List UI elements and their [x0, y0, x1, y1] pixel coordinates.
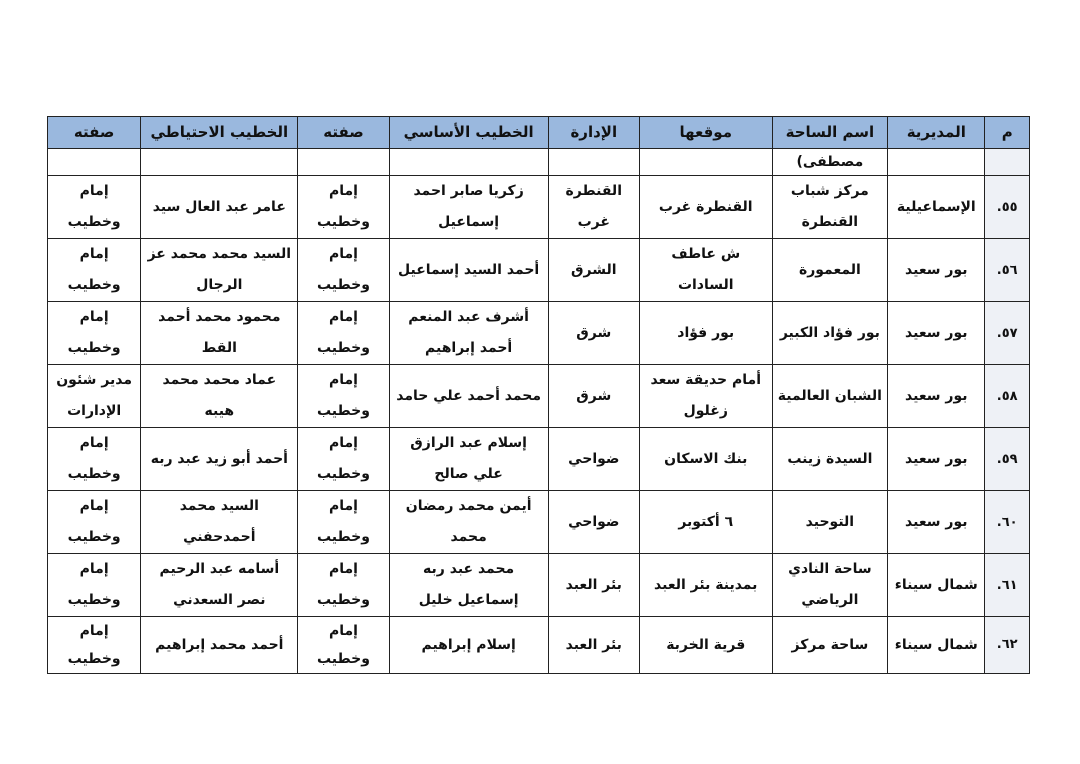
cell-main-preacher: أيمن محمد رمضان محمد: [389, 491, 548, 554]
cell-backup-role: إمام وخطيب: [48, 491, 141, 554]
table-row: [48, 239, 1030, 302]
cell-main-role: إمام وخطيب: [298, 365, 389, 428]
cell-venue: الشبان العالمية: [772, 365, 888, 428]
cell-venue: ساحة النادي الرياضي: [772, 554, 888, 617]
cell-number: ٦٢.: [985, 617, 1030, 674]
cell-backup-role: مدير شئون الإدارات: [48, 365, 141, 428]
table-row: [48, 365, 1030, 428]
cell-main-preacher: محمد عبد ربه إسماعيل خليل: [389, 554, 548, 617]
cell-directorate: بور سعيد: [888, 428, 985, 491]
schedule-sheet: [47, 116, 1030, 674]
cell-main-role: إمام وخطيب: [298, 302, 389, 365]
cell-main-role: إمام وخطيب: [298, 554, 389, 617]
table-row: [48, 302, 1030, 365]
cell-directorate: شمال سيناء: [888, 617, 985, 674]
cell-backup-preacher: [141, 149, 298, 176]
cell-location: قرية الخربة: [639, 617, 772, 674]
cell-venue: السيدة زينب: [772, 428, 888, 491]
cell-location: [639, 149, 772, 176]
header-backup-role: صفته: [48, 117, 141, 149]
cell-directorate: بور سعيد: [888, 302, 985, 365]
cell-backup-role: [48, 149, 141, 176]
cell-main-preacher: إسلام إبراهيم: [389, 617, 548, 674]
header-administration: الإدارة: [548, 117, 639, 149]
table-row: [48, 617, 1030, 674]
cell-administration: بئر العبد: [548, 554, 639, 617]
cell-backup-preacher: عامر عبد العال سيد: [141, 176, 298, 239]
cell-backup-preacher: أسامه عبد الرحيم نصر السعدني: [141, 554, 298, 617]
header-row: [48, 117, 1030, 149]
cell-administration: ضواحي: [548, 428, 639, 491]
cell-backup-preacher: السيد محمد محمد عز الرجال: [141, 239, 298, 302]
cell-main-preacher: زكريا صابر احمد إسماعيل: [389, 176, 548, 239]
header-main-preacher: الخطيب الأساسي: [389, 117, 548, 149]
cell-backup-role: إمام وخطيب: [48, 428, 141, 491]
cell-venue: مركز شباب القنطرة: [772, 176, 888, 239]
cell-location: ٦ أكتوبر: [639, 491, 772, 554]
cell-backup-role: إمام وخطيب: [48, 617, 141, 674]
cell-backup-preacher: أحمد محمد إبراهيم: [141, 617, 298, 674]
header-directorate: المديرية: [888, 117, 985, 149]
cell-location: أمام حديقة سعد زغلول: [639, 365, 772, 428]
cell-location: القنطرة غرب: [639, 176, 772, 239]
cell-number: ٦٠.: [985, 491, 1030, 554]
cell-main-role: إمام وخطيب: [298, 491, 389, 554]
cell-backup-role: إمام وخطيب: [48, 302, 141, 365]
cell-backup-preacher: عماد محمد محمد هيبه: [141, 365, 298, 428]
cell-main-preacher: إسلام عبد الرازق علي صالح: [389, 428, 548, 491]
cell-backup-role: إمام وخطيب: [48, 239, 141, 302]
cell-administration: الشرق: [548, 239, 639, 302]
cell-main-role: [298, 149, 389, 176]
cell-backup-preacher: السيد محمد أحمدحفني: [141, 491, 298, 554]
header-venue: اسم الساحة: [772, 117, 888, 149]
table-row: [48, 491, 1030, 554]
cell-number: ٥٧.: [985, 302, 1030, 365]
cell-administration: شرق: [548, 365, 639, 428]
cell-directorate: بور سعيد: [888, 365, 985, 428]
cell-location: بمدينة بئر العبد: [639, 554, 772, 617]
cell-location: ش عاطف السادات: [639, 239, 772, 302]
cell-directorate: بور سعيد: [888, 239, 985, 302]
cell-venue: التوحيد: [772, 491, 888, 554]
cell-main-role: إمام وخطيب: [298, 176, 389, 239]
cell-backup-preacher: أحمد أبو زيد عبد ربه: [141, 428, 298, 491]
cell-venue: ساحة مركز: [772, 617, 888, 674]
cell-number: ٥٩.: [985, 428, 1030, 491]
cell-backup-role: إمام وخطيب: [48, 554, 141, 617]
header-location: موقعها: [639, 117, 772, 149]
cell-administration: القنطرة غرب: [548, 176, 639, 239]
cell-administration: ضواحي: [548, 491, 639, 554]
table-row: [48, 176, 1030, 239]
continued-row: [48, 149, 1030, 176]
cell-number: ٥٥.: [985, 176, 1030, 239]
cell-main-preacher: أشرف عبد المنعم أحمد إبراهيم: [389, 302, 548, 365]
cell-main-role: إمام وخطيب: [298, 239, 389, 302]
cell-administration: بئر العبد: [548, 617, 639, 674]
header-number: م: [985, 117, 1030, 149]
cell-administration: [548, 149, 639, 176]
header-backup-preacher: الخطيب الاحتياطي: [141, 117, 298, 149]
cell-main-preacher: أحمد السيد إسماعيل: [389, 239, 548, 302]
cell-directorate: بور سعيد: [888, 491, 985, 554]
header-main-role: صفته: [298, 117, 389, 149]
cell-location: بور فؤاد: [639, 302, 772, 365]
cell-number: ٦١.: [985, 554, 1030, 617]
cell-venue: مصطفى): [772, 149, 888, 176]
cell-number: ٥٦.: [985, 239, 1030, 302]
cell-venue: بور فؤاد الكبير: [772, 302, 888, 365]
cell-venue: المعمورة: [772, 239, 888, 302]
table-row: [48, 554, 1030, 617]
cell-location: بنك الاسكان: [639, 428, 772, 491]
table-row: [48, 428, 1030, 491]
cell-main-role: إمام وخطيب: [298, 617, 389, 674]
cell-directorate: [888, 149, 985, 176]
cell-directorate: الإسماعيلية: [888, 176, 985, 239]
preachers-table: [47, 116, 1030, 674]
cell-number: ٥٨.: [985, 365, 1030, 428]
cell-main-preacher: محمد أحمد علي حامد: [389, 365, 548, 428]
cell-number: [985, 149, 1030, 176]
cell-backup-preacher: محمود محمد أحمد القط: [141, 302, 298, 365]
cell-administration: شرق: [548, 302, 639, 365]
cell-backup-role: إمام وخطيب: [48, 176, 141, 239]
cell-main-preacher: [389, 149, 548, 176]
cell-directorate: شمال سيناء: [888, 554, 985, 617]
cell-main-role: إمام وخطيب: [298, 428, 389, 491]
